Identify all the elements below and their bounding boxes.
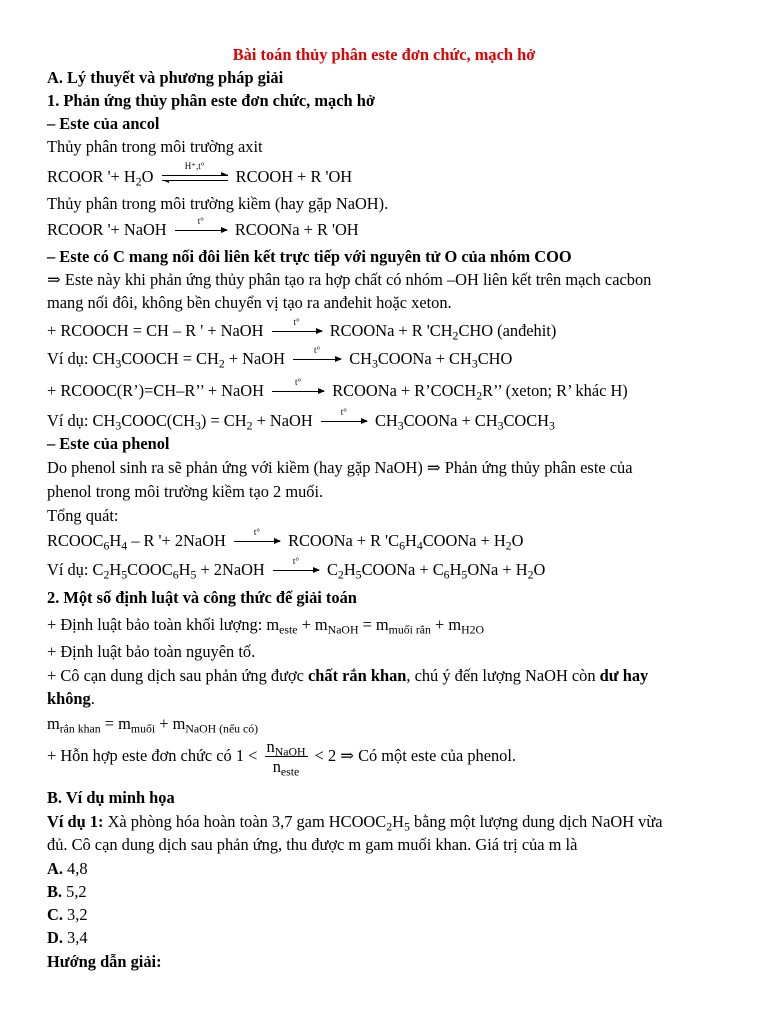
reaction-arrow-icon: t° — [273, 570, 319, 572]
base-env-text: Thủy phân trong môi trường kiềm (hay gặp NaOH). — [47, 194, 389, 213]
phenol-line-1: Do phenol sinh ra sẽ phản ứng với kiềm (hay gặp NaOH) ⇒ Phản ứng thủy phân este của — [47, 458, 633, 477]
este-ancol-heading: – Este của ancol — [47, 114, 160, 133]
este-phenol-heading: – Este của phenol — [47, 434, 170, 453]
law-element-conservation: + Định luật bảo toàn nguyên tố. — [47, 642, 256, 661]
phenol-line-2: phenol trong môi trường kiềm tạo 2 muối. — [47, 482, 324, 501]
reaction-arrow-icon: t° — [321, 421, 367, 423]
reaction-arrow-icon: t° — [272, 331, 322, 333]
example-aldehyde: Ví dụ: $CH_3COOCH = CH_2$ + NaOH t° $CH_3COONa + CH_3CHO$ — [47, 345, 513, 371]
equation-base-hydrolysis: RCOOR '+ NaOH t° RCOONa + R 'OH — [47, 216, 359, 239]
law-mass-conservation: + Định luật bảo toàn khối lượng: $m_{este} + m_{NaOH} = m_{muối rắn} + m_{H2O}$ — [47, 615, 485, 637]
option-a: A. 4,8 — [47, 859, 88, 878]
formula-solid-mass: $m_{rắn khan} = m_{muối} + m_{NaOH (nếu có)}$ — [47, 714, 259, 736]
reaction-arrow-icon: t° — [175, 230, 227, 232]
solution-heading: Hướng dẫn giải: — [47, 952, 162, 971]
option-d: D. 3,4 — [47, 928, 88, 947]
option-b: B. 5,2 — [47, 882, 87, 901]
section-b-heading: B. Ví dụ minh họa — [47, 788, 175, 807]
ratio-fraction: $\frac{n_{NaOH}}{n_{este}}$ — [266, 736, 306, 779]
equation-acid-hydrolysis: RCOOR '+ $H_2O$ H⁺,t° RCOOH + R 'OH — [47, 161, 353, 189]
option-c: C. 3,2 — [47, 905, 88, 924]
example-phenol: Ví dụ: $C_2H_5COOC_6H_5$ + 2NaOH t° $C_2H_5COONa + C_6H_5ONa + H_2O$ — [47, 556, 546, 582]
formula-phenol-ratio: + Hỗn hợp este đơn chức có 1 < $\frac{n_{NaOH}}{n_{este}}$ < 2 ⇒ Có một este của phenol. — [47, 736, 517, 779]
example-1-question: Ví dụ 1: Xà phòng hóa hoàn toàn 3,7 gam $HCOOC_2H_5$ bằng một lượng dung dịch NaOH vừa — [47, 812, 663, 834]
este-c-heading: – Este có C mang nối đôi liên kết trực tiếp với nguyên tử O của nhóm COO — [47, 247, 572, 266]
explain-line-2: mang nối đôi, không bền chuyển vị tạo ra anđehit hoặc xeton. — [47, 293, 452, 312]
acid-env-text: Thủy phân trong môi trường axit — [47, 137, 263, 156]
equation-ketone: + RCOOC(R’)=CH–R’’ + NaOH t° RCOONa + $R’COCH_2R$’’ (xeton; R’ khác H) — [47, 377, 628, 403]
law-evaporation-cont: không. — [47, 689, 95, 708]
law-evaporation: + Cô cạn dung dịch sau phản ứng được chất rắn khan, chú ý đến lượng NaOH còn dư hay — [47, 666, 649, 685]
section-a-heading: A. Lý thuyết và phương pháp giải — [47, 68, 284, 87]
reaction-arrow-icon: t° — [293, 359, 341, 361]
reaction-arrow-icon: t° — [272, 391, 324, 393]
general-label: Tổng quát: — [47, 506, 119, 525]
example-1-question-cont: đủ. Cô cạn dung dịch sau phản ứng, thu được m gam muối khan. Giá trị của m là — [47, 835, 578, 854]
subsection-2-heading: 2. Một số định luật và công thức để giải toán — [47, 588, 357, 607]
subsection-1-heading: 1. Phản ứng thủy phân este đơn chức, mạch hở — [47, 91, 375, 110]
equation-phenol-general: $RCOOC_6H_4$ – R '+ 2NaOH t° RCOONa + R '$C_6H_4COONa + H_2O$ — [47, 527, 524, 553]
page-title: Bài toán thủy phân este đơn chức, mạch hở — [232, 45, 536, 64]
equilibrium-arrow-icon: H⁺,t° — [162, 174, 228, 182]
equation-aldehyde: + RCOOCH = CH – R ' + NaOH t° RCOONa + R '$CH_2CHO$ (anđehit) — [47, 317, 557, 343]
reaction-arrow-icon: t° — [234, 541, 280, 543]
explain-line-1: ⇒ Este này khi phản ứng thủy phân tạo ra hợp chất có nhóm –OH liên kết trên mạch cacbon — [47, 270, 652, 289]
example-ketone: Ví dụ: $CH_3COOC(CH_3) = CH_2$ + NaOH t° $CH_3COONa$ + $CH_3COCH_3$ — [47, 407, 555, 433]
